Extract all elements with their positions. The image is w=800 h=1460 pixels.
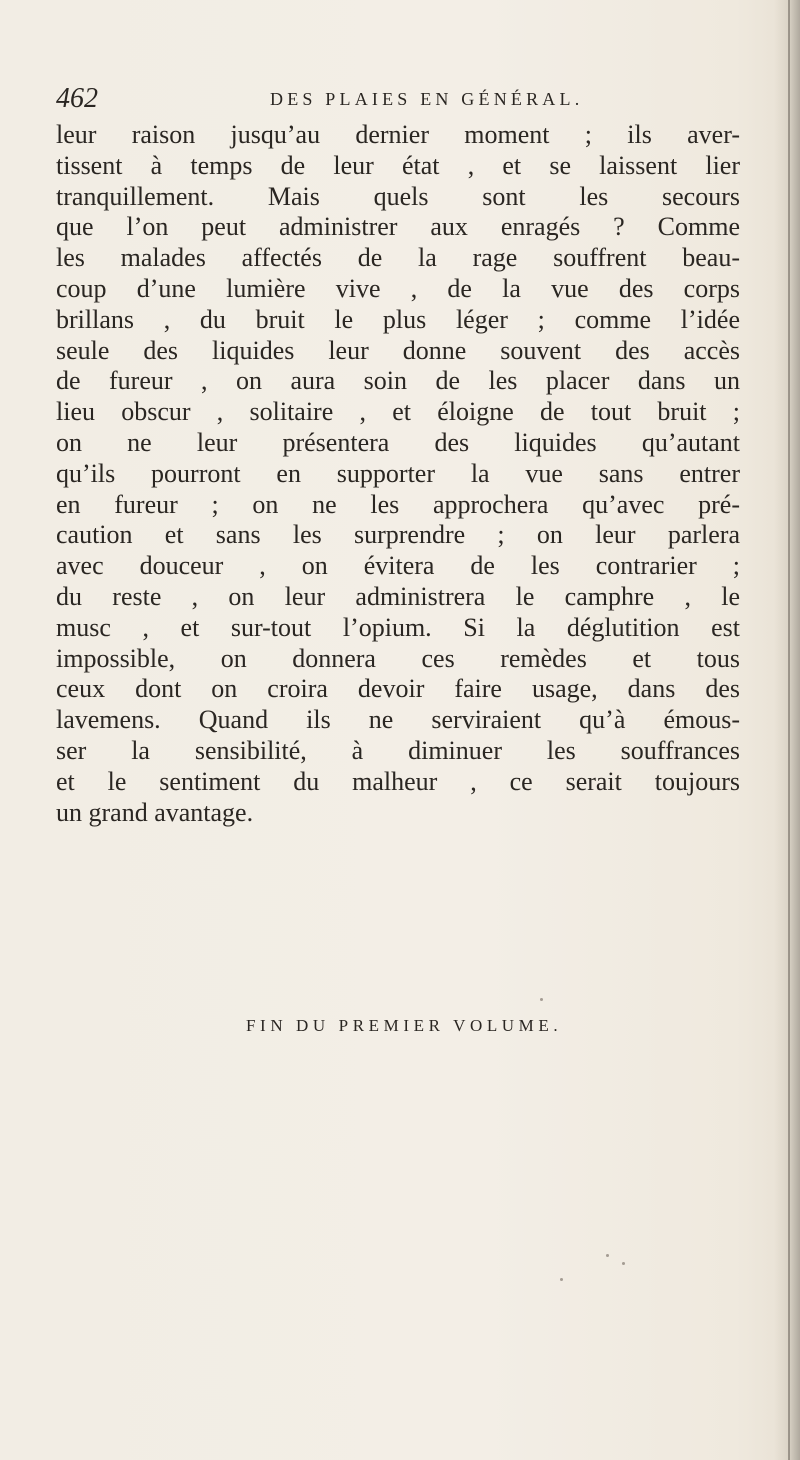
- text-line: du reste , on leur administrera le camphre , le: [56, 581, 740, 611]
- running-head: [56, 84, 756, 114]
- text-line: ceux dont on croira devoir faire usage, dans des: [56, 674, 740, 704]
- text-line: de fureur , on aura soin de les placer dans un: [56, 366, 740, 396]
- text-line: lieu obscur , solitaire , et éloigne de tout bruit ;: [56, 397, 740, 427]
- text-line-last: un grand avantage.: [56, 797, 254, 827]
- paper-speck: [606, 1254, 609, 1257]
- text-line: brillans , du bruit le plus léger ; comme l’idée: [56, 304, 740, 334]
- paper-speck: [622, 1262, 625, 1265]
- text-line: que l’on peut administrer aux enragés ? Comme: [56, 212, 740, 242]
- text-line: musc , et sur-tout l’opium. Si la déglutition est: [56, 612, 740, 642]
- text-line: les malades affectés de la rage souffrent beau-: [56, 243, 740, 273]
- text-line: on ne leur présentera des liquides qu’autant: [56, 427, 740, 457]
- page-number: 462: [56, 83, 98, 114]
- page-edge-shadow: [774, 0, 800, 1460]
- body-text: [56, 120, 740, 828]
- paper-speck: [560, 1278, 563, 1281]
- text-line: leur raison jusqu’au dernier moment ; ils aver-: [56, 120, 740, 149]
- text-line: et le sentiment du malheur , ce serait toujours: [56, 766, 740, 796]
- text-line: tranquillement. Mais quels sont les secours: [56, 181, 740, 211]
- text-line: seule des liquides leur donne souvent des accès: [56, 335, 740, 365]
- text-line: lavemens. Quand ils ne serviraient qu’à émous-: [56, 705, 740, 735]
- page-edge-line: [788, 0, 790, 1460]
- running-head-title: DES PLAIES EN GÉNÉRAL.: [270, 89, 584, 109]
- colophon: FIN DU PREMIER VOLUME.: [246, 1016, 563, 1035]
- paper-speck: [540, 998, 543, 1001]
- text-line: qu’ils pourront en supporter la vue sans entrer: [56, 458, 740, 488]
- text-line: caution et sans les surprendre ; on leur parlera: [56, 520, 740, 550]
- text-line: en fureur ; on ne les approchera qu’avec pré-: [56, 489, 740, 519]
- text-line: tissent à temps de leur état , et se laissent lier: [56, 150, 740, 180]
- text-line: impossible, on donnera ces remèdes et tous: [56, 643, 740, 673]
- text-line: coup d’une lumière vive , de la vue des corps: [56, 273, 740, 303]
- text-line: ser la sensibilité, à diminuer les souffrances: [56, 735, 740, 765]
- text-line: avec douceur , on évitera de les contrarier ;: [56, 551, 740, 581]
